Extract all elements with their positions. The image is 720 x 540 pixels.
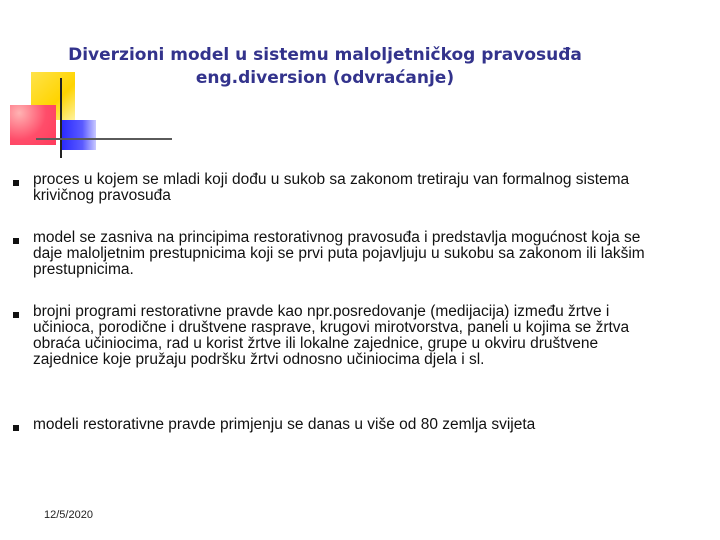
bullet-marker — [13, 238, 19, 244]
bullet-marker — [13, 180, 19, 186]
bullet-item-2: model se zasniva na principima restorativnog pravosuđa i predstavlja mogućnost koja se daje maloljetnim prestupnicima koji se prvi puta pojavljuju u sukobu sa zakonom ili lakšim prestupnicima. — [33, 229, 645, 278]
bullet-item-1: proces u kojem se mladi koji dođu u sukob sa zakonom tretiraju van formalnog sistema krivičnog pravosuđa — [33, 171, 630, 204]
bullet-item-4: modeli restorativne pravde primjenju se danas u više od 80 zemlja svijeta — [33, 416, 536, 433]
slide-title-line-2: eng.diversion (odvraćanje) — [195, 68, 455, 88]
decorative-blue-square — [62, 120, 96, 150]
slide-title — [0, 44, 650, 90]
decorative-horizontal-line — [36, 138, 172, 140]
bullet-item-3: brojni programi restorativne pravde kao npr.posredovanje (medijacija) između žrtve i učinioca, porodične i društvene rasprave, krugovi mirotvorstva, paneli u kojima se žrtva obraća učiniocima, rad u korist žrtve ili lokalne zajednice, grupe u okviru društvene zajednice koje pružaju podršku žrtvi odnosno učiniocima djela i sl. — [33, 303, 630, 368]
decorative-vertical-line — [60, 78, 62, 158]
slide-title-line-1: Diverzioni model u sistemu maloljetničkog pravosuđa — [68, 45, 582, 65]
bullet-marker — [13, 312, 19, 318]
slide-date: 12/5/2020 — [44, 509, 93, 521]
bullet-marker — [13, 425, 19, 431]
